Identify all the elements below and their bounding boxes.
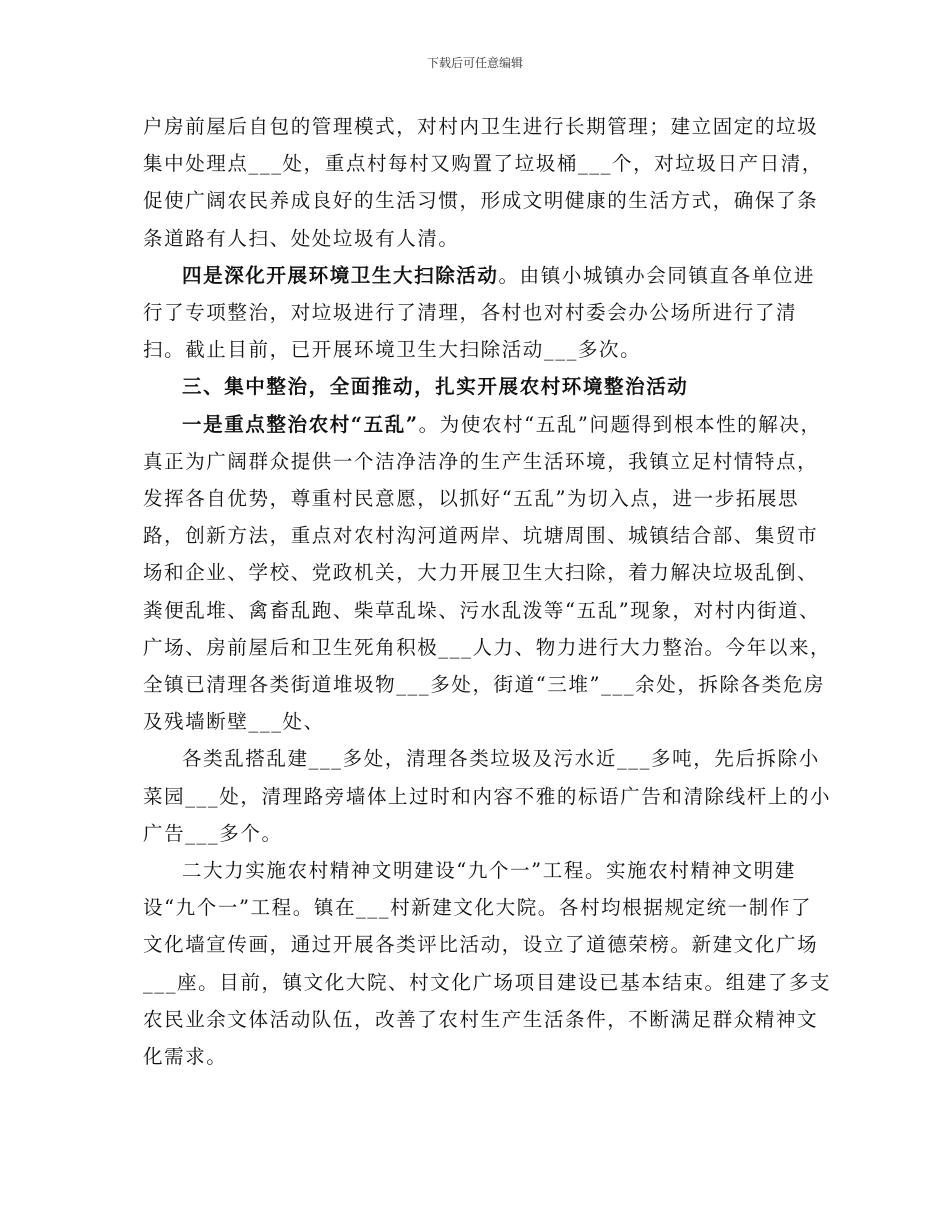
paragraph-4-heading: 一是重点整治农村“五乱” — [182, 412, 419, 436]
paragraph-5 — [143, 740, 833, 852]
paragraph-2 — [143, 257, 833, 369]
document-body — [143, 108, 833, 1075]
paragraph-2-text: 。由镇小城镇办会同镇直各单位进行了专项整治，对垃圾进行了清理，各村也对村委会办公场所进行了清扫。截止目前，已开展环境卫生大扫除活动___多次。 — [143, 263, 816, 362]
paragraph-1 — [143, 108, 833, 257]
paragraph-4 — [143, 406, 833, 741]
section-heading-3 — [143, 368, 833, 405]
paragraph-6 — [143, 852, 833, 1075]
paragraph-5-text: 各类乱搭乱建___多处，清理各类垃圾及污水近___多吨，先后拆除小菜园___处，清理路旁墙体上过时和内容不雅的标语广告和清除线杆上的小广告___多个。 — [143, 747, 832, 845]
page-header: 下载后可任意编辑 — [426, 56, 523, 70]
paragraph-1-text: 户房前屋后自包的管理模式，对村内卫生进行长期管理；建立固定的垃圾集中处理点___处，重点村每村又购置了垃圾桶___个，对垃圾日产日清，促使广阔农民养成良好的生活习惯，形成文明健康的生活方式，确保了条条道路有人扫、处处垃圾有人清。 — [143, 115, 824, 250]
section-heading-3-text: 三、集中整治，全面推动，扎实开展农村环境整治活动 — [182, 375, 689, 399]
paragraph-6-text: 二大力实施农村精神文明建设“九个一”工程。实施农村精神文明建设“九个一”工程。镇在___村新建文化大院。各村均根据规定统一制作了文化墙宣传画，通过开展各类评比活动，设立了道德荣榜。新建文化广场___座。目前，镇文化大院、村文化广场项目建设已基本结束。组建了多支农民业余文体活动队伍，改善了农村生产生活条件，不断满足群众精神文化需求。 — [143, 859, 832, 1069]
paragraph-4-text: 。为使农村“五乱”问题得到根本性的解决，真正为广阔群众提供一个洁净洁净的生产生活环境，我镇立足村情特点，发挥各自优势，尊重村民意愿，以抓好“五乱”为切入点，进一步拓展思路，创新方法，重点对农村沟河道两岸、坑塘周围、城镇结合部、集贸市场和企业、学校、党政机关，大力开展卫生大扫除，着力解决垃圾乱倒、粪便乱堆、禽畜乱跑、柴草乱垛、污水乱泼等“五乱”现象，对村内街道、广场、房前屋后和卫生死角积极___人力、物力进行大力整治。今年以来，全镇已清理各类街道堆圾物___多处，街道“三堆”___余处，拆除各类危房及残墙断壁___处、 — [143, 412, 832, 734]
paragraph-2-heading: 四是深化开展环境卫生大扫除活动 — [182, 263, 499, 287]
